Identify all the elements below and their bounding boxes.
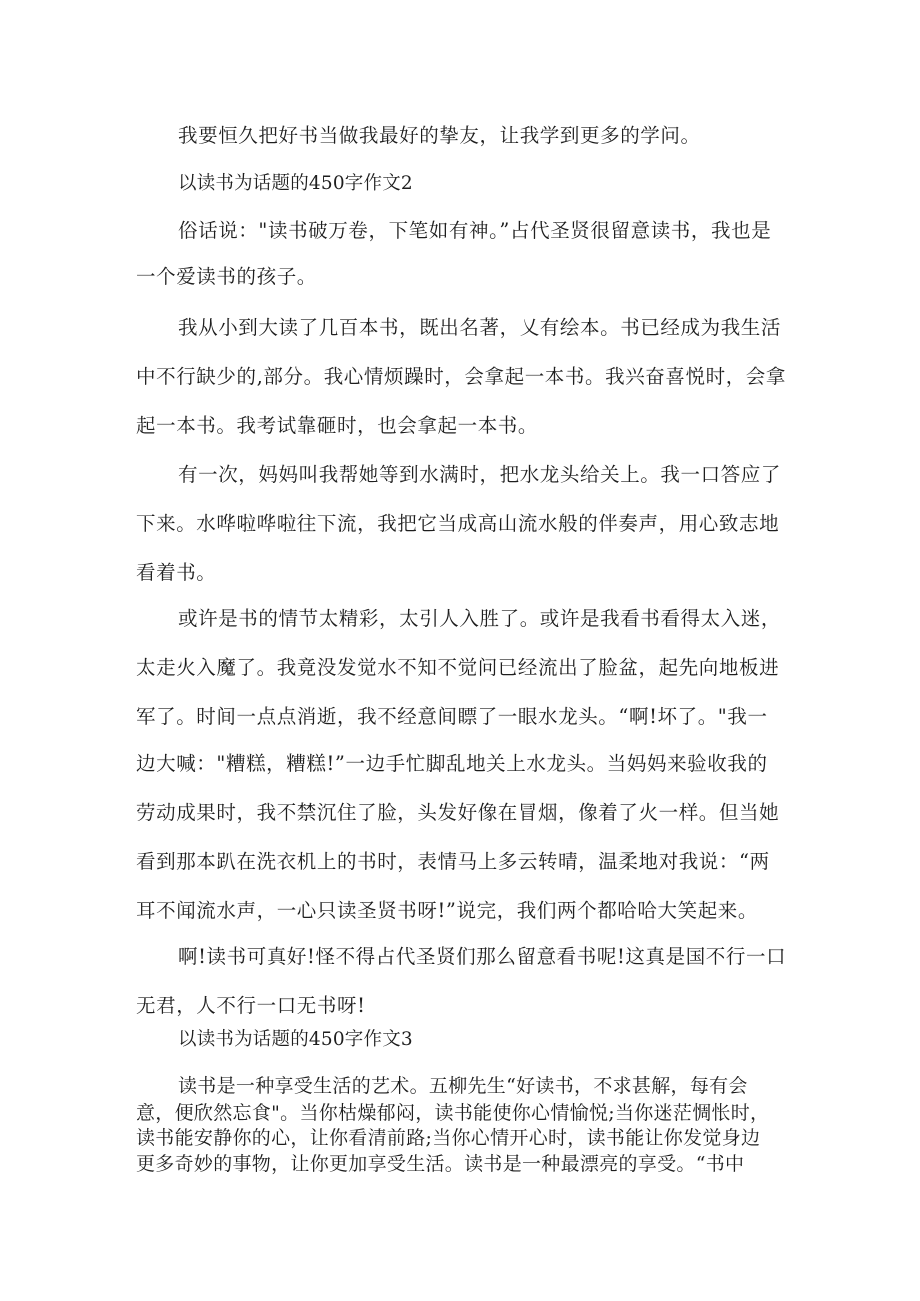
essay2-para2-line1: 我从小到大读了几百本书，既出名著，乂有绘本。书已经成为我生活 xyxy=(178,316,782,339)
essay3-para1-line4: 更多奇妙的事物，让你更加享受生活。读书是一种最漂亮的享受。“书中 xyxy=(136,1153,745,1175)
essay3-para1-line1: 读书是一种享受生活的艺术。五柳先生“好读书，不求甚解，每有会 xyxy=(178,1075,748,1097)
essay3-para1-line3: 读书能安静你的心，让你看清前路;当你心情开心时，读书能让你发觉身边 xyxy=(136,1127,761,1149)
essay2-para4-line4: 边大喊："糟糕，糟糕!”一边手忙脚乱地关上水龙头。当妈妈来验收我的 xyxy=(136,752,768,775)
essay2-para3-line3: 看着书。 xyxy=(136,561,217,584)
essay2-para4-line2: 太走火入魔了。我竟没发觉水不知不觉问已经流出了脸盆，起先向地板进 xyxy=(136,656,780,679)
essay2-para1-line2: 一个爱读书的孩子。 xyxy=(136,265,317,288)
essay2-para1-line1: 俗话说："读书破万卷，下笔如有神。”占代圣贤很留意读书，我也是 xyxy=(178,219,772,242)
essay2-para5-line2: 无君，人不行一口无书呀! xyxy=(136,994,366,1017)
essay2-para5-line1: 啊!读书可真好!怪不得占代圣贤们那么留意看书呢!这真是国不行一口 xyxy=(178,945,787,968)
essay2-para3-line2: 下来。水哗啦哗啦往下流，我把它当成高山流水般的伴奏声，用心致志地 xyxy=(136,512,780,535)
essay2-para4-line7: 耳不闻流水声，一心只读圣贤书呀!”说完，我们两个都哈哈大笑起来。 xyxy=(136,899,759,922)
essay2-title: 以读书为话题的450字作文2 xyxy=(178,173,413,194)
essay2-para4-line6: 看到那本趴在洗衣机上的书时，表情马上多云转晴，温柔地对我说：“两 xyxy=(136,850,770,873)
essay2-para4-line3: 军了。时间一点点消逝，我不经意间瞟了一眼水龙头。“啊!坏了。"我一 xyxy=(136,705,768,728)
essay2-para4-line1: 或许是书的情节太精彩，太引人入胜了。或许是我看书看得太入迷， xyxy=(178,607,782,630)
essay3-para1-line2: 意，便欣然忘食"。当你枯燥郁闷，读书能使你心情愉悦;当你迷茫惆怅时， xyxy=(136,1102,770,1124)
essay2-para2-line2: 中不行缺少的,部分。我心情烦躁时，会拿起一本书。我兴奋喜悦时，会拿 xyxy=(136,365,786,388)
essay2-para3-line1: 有一次，妈妈叫我帮她等到水满时，把水龙头给关上。我一口答应了 xyxy=(178,463,782,486)
essay2-para4-line5: 劳动成果时，我不禁沉住了脸，头发好像在冒烟，像着了火一样。但当她 xyxy=(136,801,780,824)
essay2-para2-line3: 起一本书。我考试靠砸时，也会拿起一本书。 xyxy=(136,414,539,437)
intro-closing-line: 我要恒久把好书当做我最好的挚友，让我学到更多的学问。 xyxy=(178,124,701,147)
essay3-title: 以读书为话题的450字作文3 xyxy=(178,1029,413,1050)
